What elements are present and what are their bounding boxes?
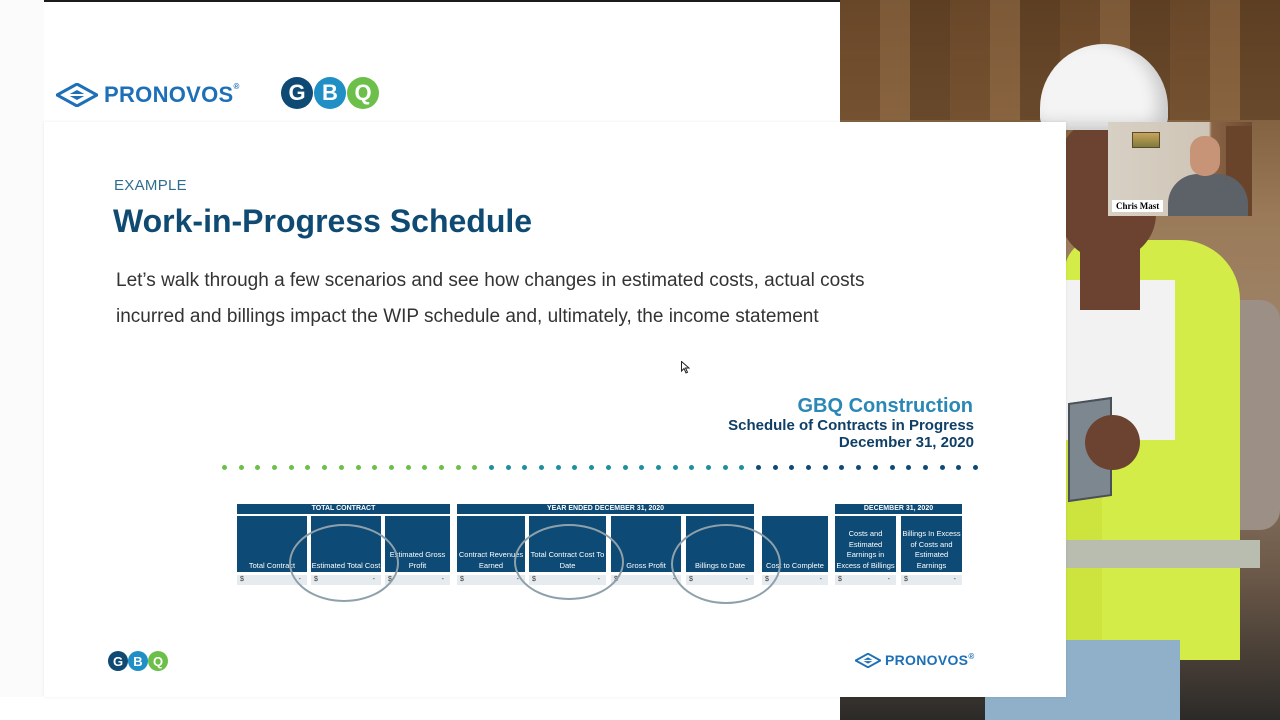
column-billings-to-date: Billings to Date xyxy=(686,516,754,572)
value-cell xyxy=(611,575,681,585)
divider-dot xyxy=(890,465,895,470)
gbq-logo-b: B xyxy=(314,77,346,109)
pronovos-diamond-icon xyxy=(855,653,881,668)
divider-dot xyxy=(756,465,761,470)
divider-dot xyxy=(973,465,978,470)
divider-dot xyxy=(873,465,878,470)
divider-dot xyxy=(239,465,244,470)
divider-dot xyxy=(439,465,444,470)
cell-value: - xyxy=(597,576,600,583)
gbq-logo-q: Q xyxy=(347,77,379,109)
divider-dot xyxy=(372,465,377,470)
footer-gbq-logo xyxy=(108,651,168,671)
divider-dot xyxy=(255,465,260,470)
pronovos-diamond-icon xyxy=(56,83,98,107)
slide-eyebrow: EXAMPLE xyxy=(114,177,187,194)
divider-dot xyxy=(406,465,411,470)
cell-value: - xyxy=(819,576,822,583)
divider-dot xyxy=(322,465,327,470)
highlight-circle-billings-to-date xyxy=(671,524,781,604)
divider-dot xyxy=(773,465,778,470)
group-header-december: DECEMBER 31, 2020 xyxy=(835,504,962,514)
slide-body-line-1: Let’s walk through a few scenarios and see how changes in estimated costs, actual costs xyxy=(116,270,865,291)
divider-dot xyxy=(539,465,544,470)
divider-dot xyxy=(789,465,794,470)
column-billings-in-excess-of-costs: Billings In Excess of Costs and Estimated Earnings xyxy=(901,516,962,572)
gbq-logo xyxy=(281,77,379,109)
divider-dot xyxy=(389,465,394,470)
cell-value: - xyxy=(516,576,519,583)
dotted-divider xyxy=(222,465,978,473)
divider-dot xyxy=(639,465,644,470)
participant-video-tile[interactable] xyxy=(1108,122,1252,216)
divider-dot xyxy=(305,465,310,470)
divider-dot xyxy=(589,465,594,470)
participant-body xyxy=(1168,174,1248,216)
cell-value: - xyxy=(372,576,375,583)
cell-currency: $ xyxy=(388,576,392,583)
footer-pronovos-logo xyxy=(855,652,975,668)
divider-dot xyxy=(556,465,561,470)
divider-dot xyxy=(739,465,744,470)
schedule-subtitle-line: Schedule of Contracts in Progress xyxy=(728,417,974,434)
divider-dot xyxy=(940,465,945,470)
pronovos-logo-text: PRONOVOS xyxy=(104,82,234,107)
divider-dot xyxy=(506,465,511,470)
column-contract-revenues-earned: Contract Revenues Earned xyxy=(457,516,525,572)
divider-dot xyxy=(339,465,344,470)
highlight-circle-cost-to-date xyxy=(514,524,624,600)
footer-gbq-logo-b: B xyxy=(128,651,148,671)
column-gross-profit: Gross Profit xyxy=(611,516,681,572)
divider-dot xyxy=(289,465,294,470)
divider-dot xyxy=(906,465,911,470)
gbq-logo-g: G xyxy=(281,77,313,109)
highlight-circle-estimated-total-cost xyxy=(289,524,399,602)
slide-title: Work-in-Progress Schedule xyxy=(113,203,533,239)
cell-currency: $ xyxy=(314,576,318,583)
column-cost-to-complete: Cost to Complete xyxy=(762,516,828,572)
cell-value: - xyxy=(745,576,748,583)
value-cell xyxy=(835,575,896,585)
divider-dot xyxy=(222,465,227,470)
cell-currency: $ xyxy=(460,576,464,583)
divider-dot xyxy=(823,465,828,470)
divider-dot xyxy=(673,465,678,470)
cell-currency: $ xyxy=(240,576,244,583)
wip-schedule-table xyxy=(237,504,963,590)
divider-dot xyxy=(606,465,611,470)
cell-currency: $ xyxy=(614,576,618,583)
divider-dot xyxy=(856,465,861,470)
group-header-total-contract: TOTAL CONTRACT xyxy=(237,504,450,514)
footer-gbq-logo-q: Q xyxy=(148,651,168,671)
divider-dot xyxy=(706,465,711,470)
divider-dot xyxy=(489,465,494,470)
participant-head xyxy=(1190,136,1220,176)
divider-dot xyxy=(956,465,961,470)
slide-left-margin xyxy=(0,0,44,697)
divider-dot xyxy=(806,465,811,470)
column-estimated-gross-profit: Estimated Gross Profit xyxy=(385,516,450,572)
divider-dot xyxy=(839,465,844,470)
value-cell xyxy=(457,575,525,585)
divider-dot xyxy=(522,465,527,470)
divider-dot xyxy=(456,465,461,470)
wall-painting xyxy=(1132,132,1160,148)
column-estimated-total-cost: Estimated Total Cost xyxy=(311,516,381,572)
group-header-year-ended: YEAR ENDED DECEMBER 31, 2020 xyxy=(457,504,754,514)
mouse-cursor-icon xyxy=(681,361,690,379)
divider-dot xyxy=(723,465,728,470)
divider-dot xyxy=(356,465,361,470)
divider-dot xyxy=(422,465,427,470)
cell-currency: $ xyxy=(765,576,769,583)
cell-value: - xyxy=(672,576,675,583)
divider-dot xyxy=(656,465,661,470)
pronovos-registered-mark: ® xyxy=(233,82,240,91)
footer-pronovos-registered-mark: ® xyxy=(968,652,975,661)
schedule-company-name: GBQ Construction xyxy=(797,395,973,417)
cell-currency: $ xyxy=(532,576,536,583)
participant-name-label: Chris Mast xyxy=(1112,200,1163,212)
schedule-subtitle xyxy=(728,417,974,451)
cell-value: - xyxy=(953,576,956,583)
pronovos-logo xyxy=(56,82,240,108)
schedule-date: December 31, 2020 xyxy=(838,434,974,451)
column-total-contract-cost-to-date: Total Contract Cost To Date xyxy=(529,516,606,572)
divider-dot xyxy=(572,465,577,470)
cell-value: - xyxy=(887,576,890,583)
divider-dot xyxy=(623,465,628,470)
slide-body-line-2: incurred and billings impact the WIP schedule and, ultimately, the income statement xyxy=(116,306,819,327)
divider-dot xyxy=(923,465,928,470)
cell-currency: $ xyxy=(689,576,693,583)
footer-pronovos-logo-text: PRONOVOS xyxy=(885,652,969,668)
cell-currency: $ xyxy=(838,576,842,583)
footer-gbq-logo-g: G xyxy=(108,651,128,671)
column-costs-in-excess-of-billings: Costs and Estimated Earnings in Excess of Billings xyxy=(835,516,896,572)
cell-value: - xyxy=(441,576,444,583)
value-cell xyxy=(901,575,962,585)
divider-dot xyxy=(272,465,277,470)
divider-dot xyxy=(689,465,694,470)
cell-currency: $ xyxy=(904,576,908,583)
divider-dot xyxy=(472,465,477,470)
cell-value: - xyxy=(298,576,301,583)
column-total-contract: Total Contract xyxy=(237,516,307,572)
